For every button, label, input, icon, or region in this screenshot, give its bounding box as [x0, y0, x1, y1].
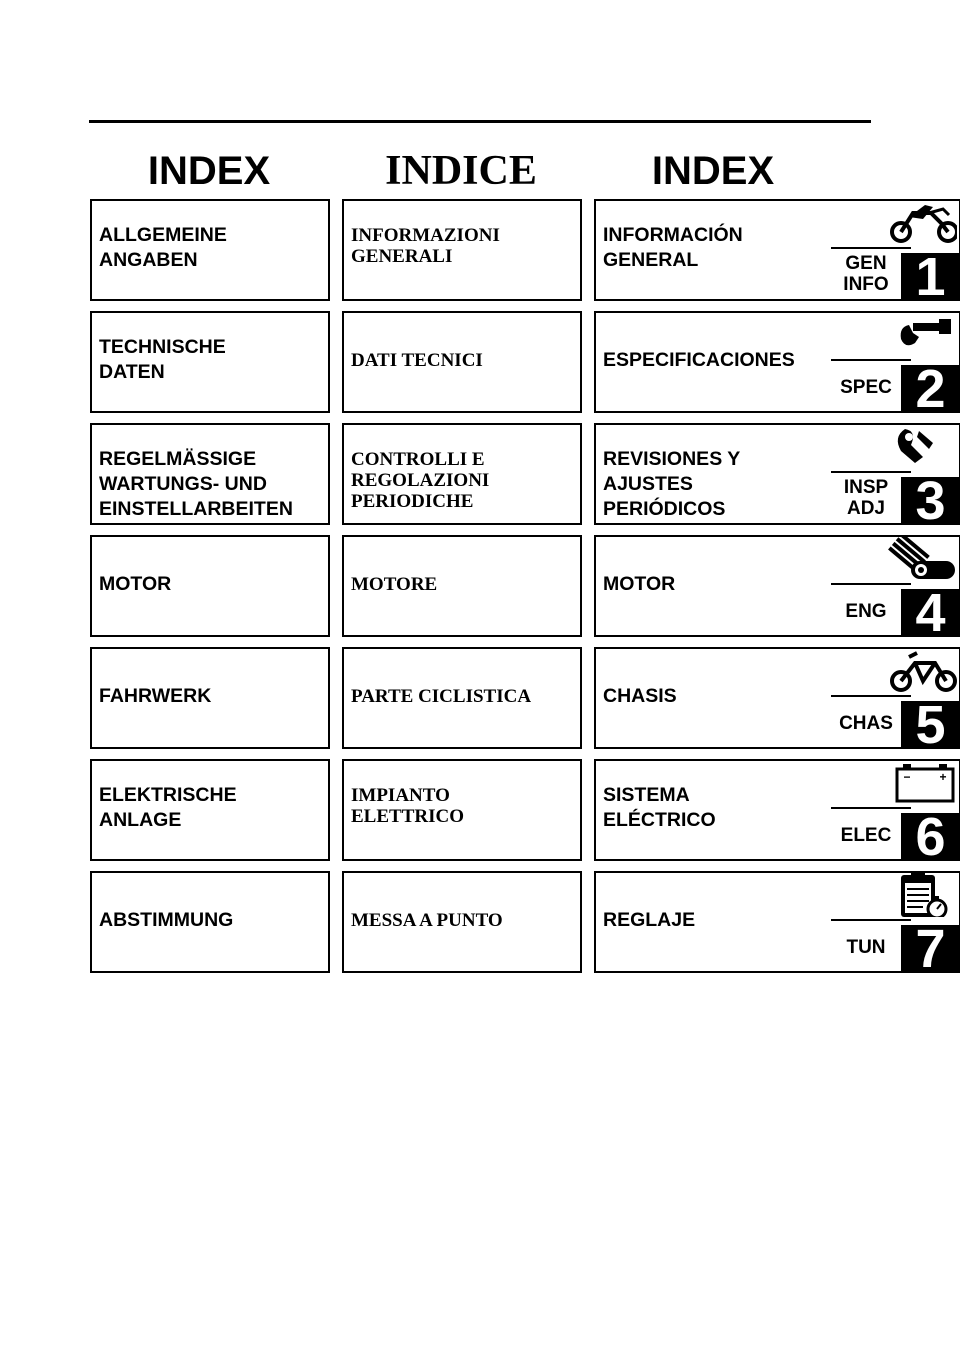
- heading-spanish: INDEX: [651, 148, 775, 193]
- tab-divider: [831, 695, 911, 697]
- battery-icon: [857, 759, 957, 805]
- tab-abbreviation: [831, 253, 901, 295]
- tab-number: 2: [915, 359, 946, 419]
- section-tab-6[interactable]: [829, 759, 960, 867]
- chassis-frame-icon: [857, 647, 957, 693]
- index-label-italian-7: [351, 910, 576, 931]
- tab-divider: [831, 807, 911, 809]
- label-line: ANLAGE: [99, 809, 182, 831]
- label-line: DATI TECNICI: [351, 349, 483, 371]
- label-line: PERIODICHE: [351, 491, 474, 512]
- label-line: IMPIANTO: [351, 785, 450, 806]
- motorcycle-icon: [857, 199, 957, 245]
- label-line: REVISIONES Y: [603, 448, 741, 470]
- index-box-german-5[interactable]: [90, 647, 330, 749]
- tab-abbreviation-line: TUN: [846, 937, 886, 958]
- tab-number: 3: [915, 471, 946, 531]
- label-line: TECHNISCHE: [99, 336, 226, 358]
- tab-abbreviation-line: SPEC: [840, 377, 892, 398]
- index-box-italian-7[interactable]: [342, 871, 582, 973]
- wrench-icon: [857, 423, 957, 469]
- label-line: ELEKTRISCHE: [99, 784, 237, 806]
- tab-abbreviation: [831, 825, 901, 846]
- index-label-italian-6: [351, 785, 576, 827]
- tab-number-block: [901, 471, 960, 531]
- index-box-german-1[interactable]: [90, 199, 330, 301]
- label-line: INFORMACIÓN: [603, 224, 743, 246]
- tab-number-block: [901, 919, 960, 979]
- heading-italian: INDICE: [385, 148, 537, 194]
- section-tab-4[interactable]: [829, 535, 960, 643]
- spec-wrench-icon: [857, 311, 957, 357]
- index-label-italian-4: [351, 574, 576, 595]
- index-label-italian-2: [351, 350, 576, 371]
- tab-number: 5: [915, 695, 946, 755]
- tab-abbreviation-line: INSP: [843, 477, 889, 498]
- label-line: AJUSTES: [603, 473, 693, 495]
- label-line: MOTOR: [603, 572, 676, 595]
- label-line: FAHRWERK: [99, 684, 212, 707]
- index-box-german-6[interactable]: [90, 759, 330, 861]
- index-label-german-6: [99, 783, 324, 833]
- index-label-german-7: [99, 908, 324, 933]
- tab-abbreviation: [831, 601, 901, 622]
- index-label-german-4: [99, 572, 324, 597]
- index-label-german-2: [99, 335, 324, 385]
- index-label-german-3: [99, 447, 324, 522]
- tab-number: 4: [915, 583, 946, 643]
- engine-icon: [857, 535, 957, 581]
- label-line: REGELMÄSSIGE: [99, 448, 257, 470]
- tab-divider: [831, 471, 911, 473]
- index-label-italian-5: [351, 686, 576, 707]
- tab-abbreviation: [831, 377, 901, 398]
- tab-divider: [831, 583, 911, 585]
- tab-abbreviation-line: ADJ: [846, 498, 885, 519]
- index-box-italian-2[interactable]: [342, 311, 582, 413]
- index-box-italian-4[interactable]: [342, 535, 582, 637]
- label-line: REGLAJE: [603, 908, 696, 931]
- label-line: MOTORE: [351, 573, 438, 595]
- label-line: ANGABEN: [99, 249, 198, 271]
- label-line: EINSTELLARBEITEN: [99, 498, 293, 520]
- tab-abbreviation-line: GEN: [845, 253, 887, 274]
- index-box-german-4[interactable]: [90, 535, 330, 637]
- label-line: CHASIS: [603, 684, 677, 707]
- section-tab-3[interactable]: [829, 423, 960, 531]
- index-label-italian-1: [351, 225, 576, 267]
- tab-abbreviation: [831, 937, 901, 958]
- tab-number: 1: [915, 247, 946, 307]
- label-line: SISTEMA: [603, 784, 690, 806]
- label-line: MOTOR: [99, 572, 172, 595]
- label-line: GENERAL: [603, 249, 699, 271]
- battery-plus-label: +: [939, 770, 947, 784]
- tab-divider: [831, 359, 911, 361]
- label-line: CONTROLLI E: [351, 449, 485, 470]
- heading-german: INDEX: [147, 148, 271, 193]
- tab-abbreviation: [831, 477, 901, 519]
- label-line: MESSA A PUNTO: [351, 909, 503, 931]
- label-line: PARTE CICLISTICA: [351, 685, 532, 707]
- label-line: PERIÓDICOS: [603, 498, 726, 520]
- tab-abbreviation-line: INFO: [843, 274, 889, 295]
- label-line: INFORMAZIONI: [351, 225, 500, 246]
- label-line: ESPECIFICACIONES: [603, 348, 795, 371]
- index-box-german-2[interactable]: [90, 311, 330, 413]
- index-box-italian-1[interactable]: [342, 199, 582, 301]
- top-rule: [89, 120, 871, 123]
- label-line: ALLGEMEINE: [99, 224, 227, 246]
- section-tab-7[interactable]: [829, 871, 960, 979]
- index-label-italian-3: [351, 449, 576, 512]
- index-box-italian-6[interactable]: [342, 759, 582, 861]
- tab-number-block: [901, 807, 960, 867]
- tab-number: 6: [915, 807, 946, 867]
- tab-abbreviation-line: ENG: [845, 601, 887, 622]
- label-line: ELETTRICO: [351, 806, 464, 827]
- tab-abbreviation-line: ELEC: [840, 825, 892, 846]
- tab-divider: [831, 919, 911, 921]
- label-line: DATEN: [99, 361, 165, 383]
- tab-number-block: [901, 359, 960, 419]
- tab-divider: [831, 247, 911, 249]
- index-box-german-3[interactable]: [90, 423, 330, 525]
- label-line: GENERALI: [351, 246, 453, 267]
- index-box-italian-5[interactable]: [342, 647, 582, 749]
- label-line: ABSTIMMUNG: [99, 908, 234, 931]
- tab-number-block: [901, 583, 960, 643]
- battery-minus-label: −: [903, 770, 911, 784]
- index-label-german-5: [99, 684, 324, 709]
- index-label-german-1: [99, 223, 324, 273]
- label-line: ELÉCTRICO: [603, 809, 716, 831]
- index-box-italian-3[interactable]: [342, 423, 582, 525]
- tab-number-block: [901, 695, 960, 755]
- tab-number-block: [901, 247, 960, 307]
- label-line: REGOLAZIONI: [351, 470, 490, 491]
- tab-number: 7: [915, 919, 946, 979]
- tab-abbreviation: [831, 713, 901, 734]
- section-tab-5[interactable]: [829, 647, 960, 755]
- index-box-german-7[interactable]: [90, 871, 330, 973]
- tab-abbreviation-line: CHAS: [839, 713, 893, 734]
- section-tab-1[interactable]: [829, 199, 960, 307]
- label-line: WARTUNGS- UND: [99, 473, 267, 495]
- section-tab-2[interactable]: [829, 311, 960, 419]
- clipboard-stopwatch-icon: [857, 871, 957, 917]
